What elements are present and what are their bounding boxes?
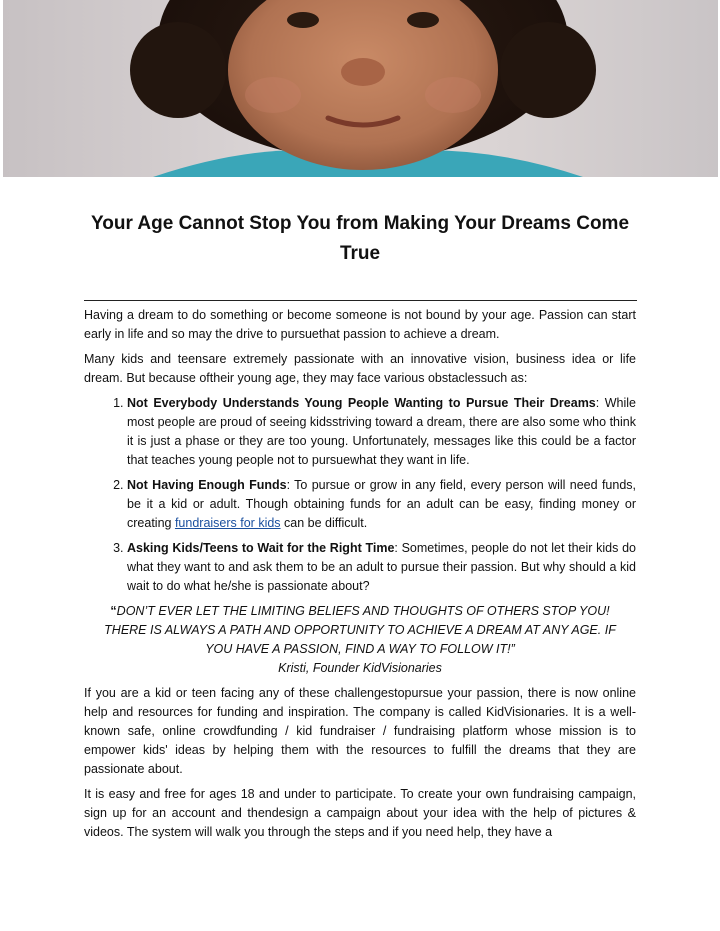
obstacle-heading: Not Having Enough Funds: [127, 478, 287, 492]
obstacle-text: : While most people are proud of seeing kidsstriving toward a dream, there are also some who think it is just a phase or they are too young. Unfortunately, messages like this could be a factor that teaches young people not to pursuewhat they want in life.: [127, 396, 636, 467]
intro-paragraph: Having a dream to do something or become someone is not bound by your age. Passion can start early in life and so may the drive to pursuethat passion to achieve a dream.: [84, 308, 636, 341]
obstacle-text: : To pursue or grow in any field, every person will need funds, be it a kid or adult. Though obtaining funds for an adult can be easy, finding money or creating: [127, 478, 636, 530]
obstacles-list: [84, 394, 636, 596]
obstacle-heading: Not Everybody Understands Young People Wanting to Pursue Their Dreams: [127, 396, 596, 410]
quote-attribution: Kristi, Founder KidVisionaries: [278, 661, 442, 675]
quote-text: DON’T EVER LET THE LIMITING BELIEFS AND THOUGHTS OF OTHERS STOP YOU! THERE IS ALWAYS A PATH AND OPPORTUNITY TO ACHIEVE A DREAM AT ANY AGE. IF YOU HAVE A PASSION, FIND A WAY TO FOLLOW IT!”: [104, 604, 616, 656]
child-portrait-illustration: [3, 0, 718, 177]
founder-quote: [84, 602, 636, 678]
body-paragraph: It is easy and free for ages 18 and under to participate. To create your own fundraising campaign, sign up for an account and thendesign a campaign about your idea with the help of pictures & videos. The system will walk you through the steps and if you need help, they have a: [84, 787, 636, 839]
intro-paragraph: Many kids and teensare extremely passionate with an innovative vision, business idea or life dream. But because oftheir young age, they may face various obstaclessuch as:: [84, 352, 636, 385]
title-divider: [84, 300, 637, 301]
article-body: [84, 306, 636, 848]
obstacle-text: : Sometimes, people do not let their kids do what they want to and ask them to be an adult to pursue their passion. But why should a kid wait to do what he/she is passionate about?: [127, 541, 636, 593]
quote-mark: “: [110, 604, 117, 618]
list-item: [127, 539, 636, 596]
body-paragraph: If you are a kid or teen facing any of these challengestopursue your passion, there is now online help and resources for funding and inspiration. The company is called KidVisionaries. It is a well-known safe, online crowdfunding / kid fundraiser / fundraising platform whose mission is to empower kids' ideas by helping them with the resources to fulfill the dreams that they are passionate about.: [84, 686, 636, 776]
obstacle-heading: Asking Kids/Teens to Wait for the Right Time: [127, 541, 395, 555]
list-item: [127, 476, 636, 533]
fundraisers-for-kids-link[interactable]: fundraisers for kids: [174, 516, 281, 530]
obstacle-text: can be difficult.: [280, 516, 368, 530]
article-title: Your Age Cannot Stop You from Making Your Dreams Come True: [90, 213, 630, 264]
list-item: [127, 394, 636, 470]
hero-image: [3, 0, 718, 177]
